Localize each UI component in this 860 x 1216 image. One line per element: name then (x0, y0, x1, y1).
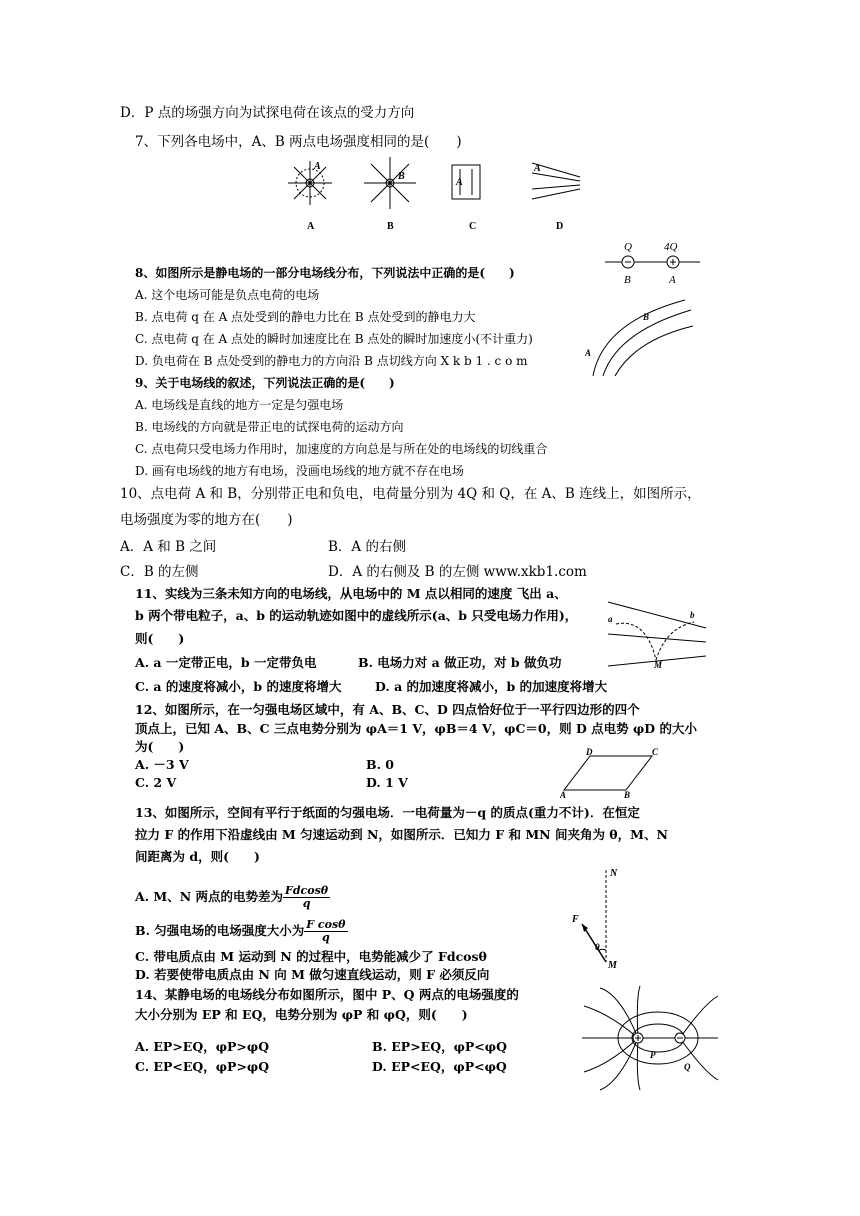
q8-option-c: C. 点电荷 q 在 A 点处的瞬时加速度比在 B 点处的瞬时加速度小(不计重力) (135, 332, 533, 346)
q14-option-d: D. EP<EQ，φP<φQ (372, 1059, 507, 1074)
q11-option-b: B. 电场力对 a 做正功，对 b 做负功 (358, 655, 562, 670)
q12-stem-2: 顶点上，已知 A、B、C 三点电势分别为 φA＝1 V，φB＝4 V，φC＝0，则 D 点电势 φD 的大小 (135, 721, 698, 736)
q13-label-m: M (608, 960, 617, 971)
q11-label-b: b (690, 610, 695, 620)
q13-label-n: N (610, 868, 618, 879)
q8-label-b: B (643, 312, 650, 322)
q13-label-theta: θ (595, 942, 600, 952)
q10-figure (600, 238, 705, 288)
q12-label-a: A (560, 790, 567, 798)
q12-option-c: C. 2 V (135, 775, 177, 790)
q7-label-a: A (307, 221, 315, 232)
q12-label-c: C (652, 748, 659, 757)
q7-c-point-label: A (456, 177, 463, 188)
q14-option-a: A. EP>EQ，φP>φQ (135, 1039, 270, 1054)
q9-option-b: B. 电场线的方向就是带正电的试探电荷的运动方向 (135, 420, 404, 434)
q7-figure-a (288, 161, 332, 205)
q11-option-c: C. a 的速度将减小，b 的速度将增大 (135, 679, 342, 694)
q13-option-b: B. 匀强电场的电场强度大小为 $\frac{\text{F cosθ}}{q}$ (135, 918, 346, 944)
q9-option-d: D. 画有电场线的地方有电场，没画电场线的地方就不存在电场 (135, 464, 464, 478)
q10-label-4q: 4Q (664, 241, 678, 253)
q7-stem: 7、下列各电场中，A、B 两点电场强度相同的是( ) (135, 134, 462, 150)
q10-option-d: D．A 的右侧及 B 的左侧 www.xkb1.com (328, 564, 587, 580)
q7-b-point-label: B (398, 171, 405, 182)
q13-stem-3: 间距离为 d，则( ) (135, 849, 260, 864)
q12-label-b: B (624, 790, 631, 798)
q10-label-a: A (669, 274, 676, 286)
q12-stem: 12、如图所示，在一匀强电场区域中，有 A、B、C、D 四点恰好位于一平行四边形的四个 (135, 702, 640, 717)
q9-option-a: A. 电场线是直线的地方一定是匀强电场 (135, 398, 344, 412)
q8-stem: 8、如图所示是静电场的一部分电场线分布，下列说法中正确的是( ) (135, 266, 515, 280)
q11-stem-2: b 两个带电粒子，a、b 的运动轨迹如图中的虚线所示(a、b 只受电场力作用)， (135, 608, 578, 623)
q12-option-d: D. 1 V (366, 775, 408, 790)
q13-option-a: A. M、N 两点的电势差为 $\frac{Fdcos\theta}{q}$ (135, 884, 329, 910)
q8-option-a: A. 这个电场可能是负点电荷的电场 (135, 288, 320, 302)
q8-label-a: A (585, 348, 592, 358)
q10-option-a: A．A 和 B 之间 (120, 539, 217, 555)
q8-option-b: B. 点电荷 q 在 A 点处受到的静电力比在 B 点处受到的静电力大 (135, 310, 476, 324)
q9-stem: 9、关于电场线的叙述，下列说法正确的是( ) (135, 376, 395, 390)
q10-option-c: C．B 的左侧 (120, 564, 199, 580)
q7-label-c: C (469, 221, 477, 232)
q12-option-b: B. 0 (366, 757, 394, 772)
q14-figure (580, 984, 720, 1092)
q13-label-f: F (572, 914, 579, 925)
q13-a-fraction: $\frac{Fdcos\theta}{q}$ (285, 884, 329, 910)
q12-figure (560, 748, 665, 798)
q10-stem-2: 电场强度为零的地方在( ) (120, 512, 293, 528)
q11-stem: 11、实线为三条未知方向的电场线，从电场中的 M 点以相同的速度 飞出 a、 (135, 586, 567, 601)
q10-stem: 10、点电荷 A 和 B，分别带正电和负电，电荷量分别为 4Q 和 Q，在 A、B 连线上，如图所示， (120, 486, 701, 502)
q10-option-b: B．A 的右侧 (328, 539, 406, 555)
q12-stem-3: 为( ) (135, 739, 185, 754)
q14-label-q: Q (684, 1062, 691, 1072)
q13-figure (568, 862, 628, 974)
q13-stem: 13、如图所示，空间有平行于纸面的匀强电场．一电荷量为－q 的质点(重力不计)．在恒定 (135, 805, 640, 820)
q11-label-m: M (654, 660, 663, 670)
q10-label-b: B (624, 274, 631, 286)
q8-option-d: D. 负电荷在 B 点处受到的静电力的方向沿 B 点切线方向 X k b 1 . c o m (135, 354, 528, 368)
q7-figure-b (364, 157, 416, 209)
q14-stem: 14、某静电场的电场线分布如图所示，图中 P、Q 两点的电场强度的 (135, 987, 519, 1002)
q14-stem-2: 大小分别为 EP 和 EQ，电势分别为 φP 和 φQ，则( ) (135, 1007, 468, 1022)
q7-figures (280, 155, 590, 235)
q14-option-c: C. EP<EQ，φP>φQ (135, 1059, 270, 1074)
q7-d-point-label: A (534, 163, 541, 174)
q13-stem-2: 拉力 F 的作用下沿虚线由 M 匀速运动到 N，如图所示．已知力 F 和 MN 间夹角为 θ，M、N (135, 827, 668, 842)
q13-option-d: D. 若要使带电质点由 N 向 M 做匀速直线运动，则 F 必须反向 (135, 967, 490, 982)
q7-a-point-label: A (314, 161, 321, 172)
q10-label-q: Q (624, 241, 632, 253)
q13-option-c: C. 带电质点由 M 运动到 N 的过程中，电势能减少了 Fdcosθ (135, 949, 487, 964)
q14-label-p: P (650, 1050, 656, 1060)
q11-label-a: a (608, 614, 613, 624)
q11-stem-3: 则( ) (135, 631, 185, 646)
q7-label-d: D (556, 221, 564, 232)
q6-option-d: D．P 点的场强方向为试探电荷在该点的受力方向 (120, 105, 415, 121)
q11-figure (606, 598, 708, 670)
q8-figure (585, 292, 695, 382)
q12-label-d: D (586, 748, 593, 757)
q11-option-d: D. a 的加速度将减小，b 的加速度将增大 (375, 679, 608, 694)
q12-option-a: A. －3 V (135, 757, 189, 772)
q7-label-b: B (387, 221, 394, 232)
q11-option-a: A. a 一定带正电，b 一定带负电 (135, 655, 317, 670)
q13-b-fraction: $\frac{\text{F cosθ}}{q}$ (306, 918, 346, 944)
q14-option-b: B. EP>EQ，φP<φQ (372, 1039, 507, 1054)
q9-option-c: C. 点电荷只受电场力作用时，加速度的方向总是与所在处的电场线的切线重合 (135, 442, 548, 456)
